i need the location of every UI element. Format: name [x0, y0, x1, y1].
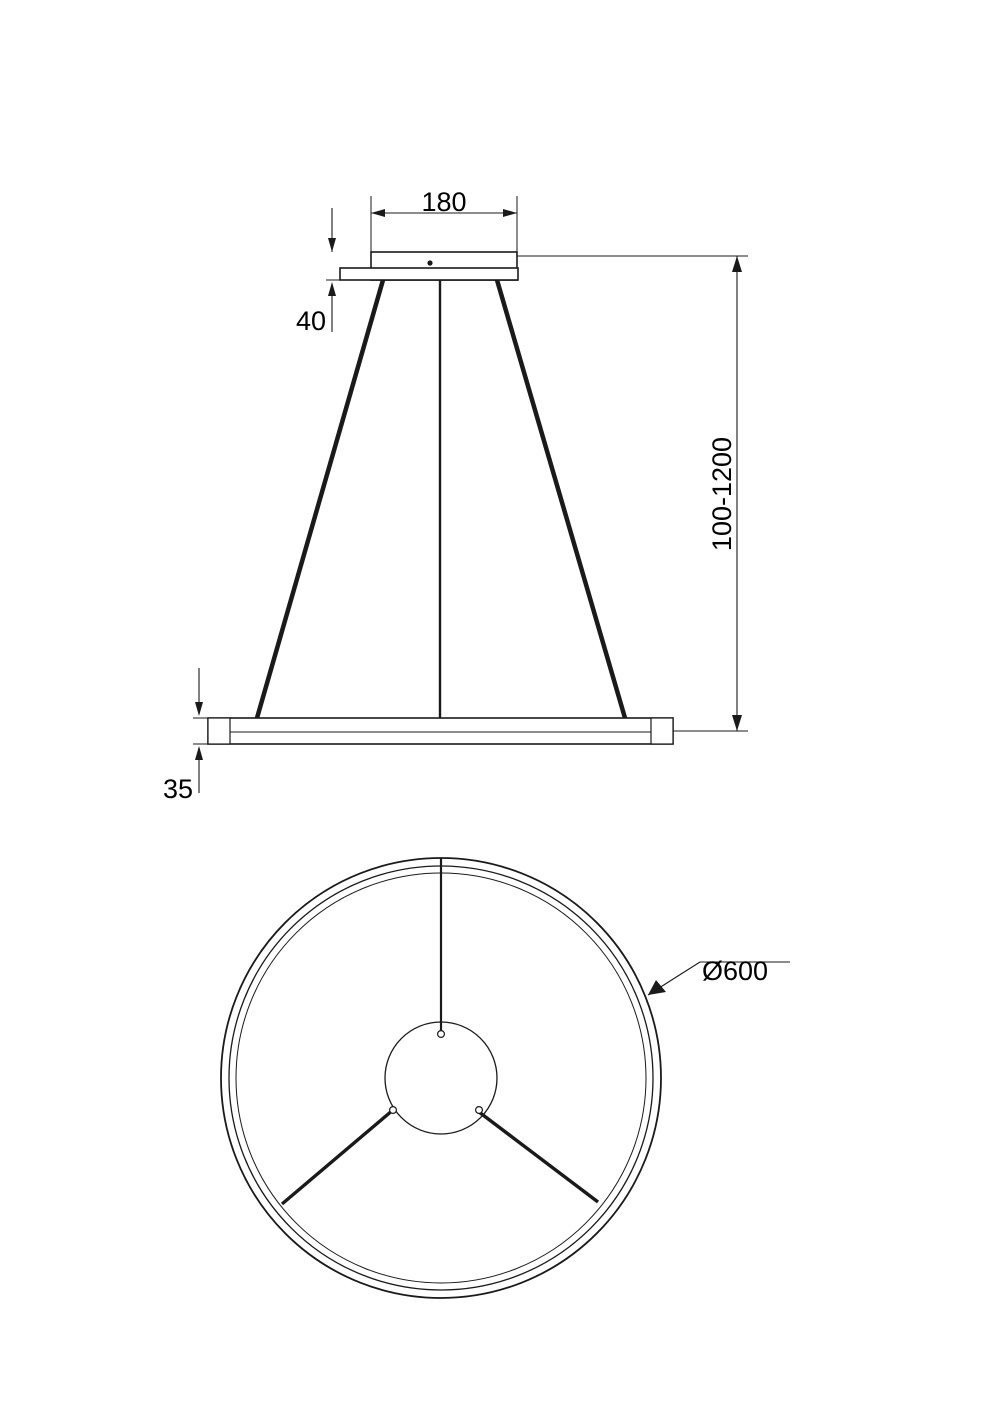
dimension-label-ring-diameter: Ø600 — [702, 956, 769, 986]
dimension-label-canopy-width: 180 — [421, 187, 467, 217]
dimension-label-canopy-height: 40 — [295, 306, 326, 336]
ring-profile-front — [208, 718, 673, 744]
front-elevation-view — [163, 187, 748, 804]
bottom-plan-view — [221, 858, 790, 1298]
central-hub-plan — [385, 1022, 497, 1134]
ceiling-canopy — [340, 252, 518, 280]
dimension-label-suspension-height: 100-1200 — [707, 436, 737, 552]
dimension-label-ring-thickness: 35 — [162, 774, 193, 804]
suspension-cables — [257, 280, 625, 718]
